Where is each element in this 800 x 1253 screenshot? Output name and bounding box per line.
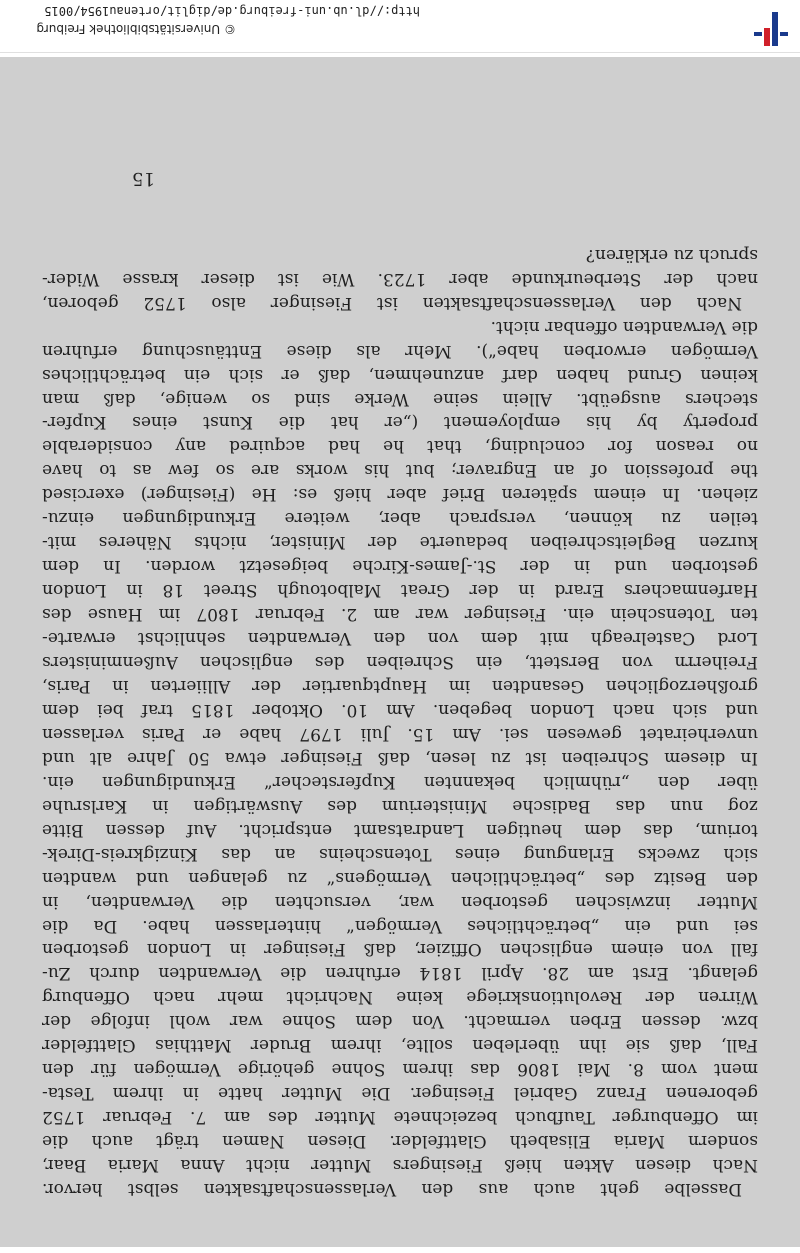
text-line: the profession of an Engraver; but his works are so few as to have bbox=[42, 460, 758, 481]
footer bbox=[0, 0, 800, 53]
text-line: stechers ausgeübt. Allein seine Werke sind so wenige, daß man bbox=[42, 388, 758, 409]
text-line: sich zwecks Erlangung eines Totenscheins an das Kinzigkreis-Direk- bbox=[42, 843, 758, 864]
text-line: ten Totenschein ein. Fiesinger war am 2. Februar 1807 im Hause des bbox=[42, 604, 758, 625]
page-number: 15 bbox=[132, 168, 155, 189]
text-line: ment vom 8. Mai 1806 das ihrem Sohne gehörige Vermögen für den bbox=[42, 1059, 758, 1080]
text-line: den Besitz des „beträchtlichen Vermögens“ zu gelangen und wandten bbox=[42, 867, 758, 888]
text-line: Nach diesen Akten hieß Fiesingers Mutter nicht Anna Maria Baar, bbox=[42, 1155, 758, 1176]
text-line: über den „rühmlich bekannten Kupferstecher“ Erkundigungen ein. bbox=[42, 771, 758, 792]
text-line: fall von einem englischen Offizier, daß Fiesinger in London gestorben bbox=[42, 939, 758, 960]
text-line: spruch zu erklären? bbox=[585, 244, 758, 265]
body-text bbox=[42, 242, 758, 1200]
text-line: gelangt. Erst am 28. April 1814 erfuhren die Verwandten durch Zu- bbox=[42, 963, 758, 984]
text-line: teilen zu können, versprach aber, weitere Erkundigungen einzu- bbox=[42, 508, 758, 529]
text-line: zog nun das Badische Ministerium des Auswärtigen in Karlsruhe bbox=[42, 795, 758, 816]
text-line: kurzen Begleitschreiben bedauerte der Minister, nichts Näheres mit- bbox=[42, 532, 758, 553]
text-line: no reason for concluding, that he had acquired any considerable bbox=[42, 436, 758, 457]
text-line: Nach den Verlassenschaftsakten ist Fiesinger also 1752 geboren, bbox=[42, 292, 742, 313]
text-line: In diesem Schreiben ist zu lesen, daß Fiesinger etwa 50 Jahre alt und bbox=[42, 747, 758, 768]
text-line: großherzoglichen Gesandten im Hauptquartier der Alliierten in Paris, bbox=[42, 675, 758, 696]
text-line: ziehen. In einem späteren Brief aber hieß es: He (Fiesinger) exercised bbox=[42, 484, 758, 505]
text-line: sondern Maria Elisabeth Glattfelder. Diesen Namen trägt auch die bbox=[42, 1131, 758, 1152]
text-line: Harfenmachers Erard in der Great Malbotough Street 18 in London bbox=[42, 580, 758, 601]
text-line: im Offenburger Taufbuch bezeichnete Mutter des am 7. Februar 1752 bbox=[42, 1107, 758, 1128]
permalink-url[interactable]: http://dl.ub.uni-freiburg.de/diglit/ortenau1954/0015 bbox=[44, 4, 420, 18]
text-line: bzw. dessen Erben vermacht. Von dem Sohne war wohl infolge der bbox=[42, 1011, 758, 1032]
copyright-text: © Universitätsbibliothek Freiburg bbox=[36, 22, 236, 36]
text-line: nach der Sterbeurkunde aber 1723. Wie ist dieser krasse Wider- bbox=[42, 268, 758, 289]
text-line: Lord Castelreagh mit dem von den Verwandten sehnlichst erwarte- bbox=[42, 628, 758, 649]
text-line: Mutter inzwischen gestorben war, versuchten die Verwandten, in bbox=[42, 891, 758, 912]
text-line: unverheiratet gewesen sei. Am 15. Juli 1797 habe er Paris verlassen bbox=[42, 723, 758, 744]
scanned-page bbox=[0, 57, 800, 1247]
text-line: gestorben und in der St.-James-Kirche beigesetzt worden. In dem bbox=[42, 556, 758, 577]
text-line: Vermögen erworben habe“). Mehr als diese Enttäuschung erfuhren bbox=[42, 340, 758, 361]
text-line: property by his employement („er hat die Kunst eines Kupfer- bbox=[42, 412, 758, 433]
ub-freiburg-logo-icon bbox=[748, 10, 792, 50]
text-line: keinen Grund haben darf anzunehmen, daß er sich ein beträchtliches bbox=[42, 364, 758, 385]
text-line: sei und ein „beträchtliches Vermögen“ hinterlassen habe. Da die bbox=[42, 915, 758, 936]
text-line: Wirren der Revolutionskriege keine Nachricht mehr nach Offenburg bbox=[42, 987, 758, 1008]
text-line: und sich nach London begeben. Am 10. Oktober 1815 traf bei dem bbox=[42, 699, 758, 720]
text-line: Dasselbe geht auch aus den Verlassenschaftsakten selbst hervor. bbox=[42, 1179, 742, 1199]
text-line: Fall, daß sie ihn überleben sollte, ihrem Bruder Matthias Glattfelder bbox=[42, 1035, 758, 1056]
text-line: torium, das dem heutigen Landratsamt entspricht. Auf dessen Bitte bbox=[42, 819, 758, 840]
text-line: geborenen Franz Gabriel Fiesinger. Die Mutter hatte in ihrem Testa- bbox=[42, 1083, 758, 1104]
text-line: die Verwandten offenbar nicht. bbox=[490, 316, 758, 337]
text-line: Freiherrn von Berstett, ein Schreiben des englischen Außenministers bbox=[42, 652, 758, 673]
